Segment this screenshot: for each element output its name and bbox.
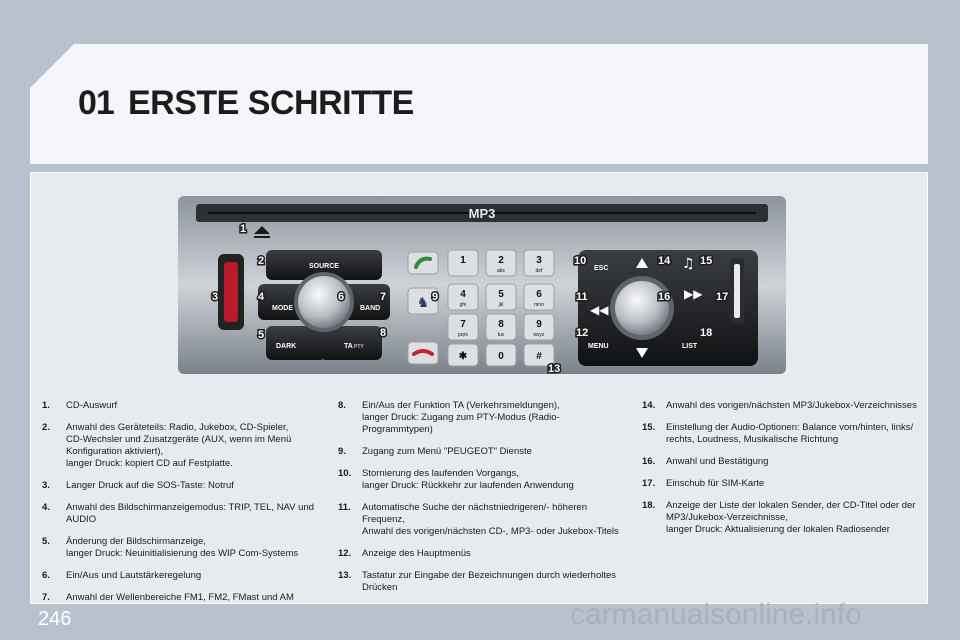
- legend-item: 7. Anwahl der Wellenbereiche FM1, FM2, FMast und AM: [42, 592, 294, 603]
- svg-text:MENU: MENU: [588, 343, 609, 350]
- legend-column-2: [338, 400, 628, 604]
- svg-text:#: #: [536, 351, 542, 362]
- callout: 14: [658, 255, 671, 267]
- svg-text:TA: TA: [344, 343, 353, 350]
- radio-control-panel: [178, 196, 786, 374]
- seek-forward-icon[interactable]: ▶▶: [684, 287, 703, 301]
- svg-text:def: def: [535, 268, 543, 274]
- callout: 1: [240, 223, 247, 235]
- svg-text:pqrs: pqrs: [458, 332, 468, 338]
- svg-text:BAND: BAND: [360, 305, 381, 312]
- keypad-key[interactable]: [524, 314, 554, 340]
- callout: 10: [574, 255, 587, 267]
- legend-item: 4. Anwahl des Bildschirmanzeigemodus: TRIP, TEL, NAV und AUDIO: [42, 502, 315, 525]
- selector-knob[interactable]: [615, 281, 669, 335]
- legend-item: 11. Automatische Suche der nächstniedrigeren/- höheren Frequenz, Anwahl des vorigen/nächsten CD-, MP3- oder Jukebox-Titels: [338, 502, 619, 537]
- svg-text:MODE: MODE: [272, 305, 293, 312]
- callout: 2: [258, 255, 265, 267]
- callout: 13: [548, 363, 561, 374]
- header-corner-cut: [30, 44, 74, 88]
- call-key[interactable]: [408, 252, 438, 274]
- svg-text:tuv: tuv: [497, 332, 505, 338]
- keypad: [448, 250, 554, 366]
- legend-item: 10. Stornierung des laufenden Vorgangs, langer Druck: Rückkehr zur laufenden Anwendung: [338, 468, 574, 491]
- callout: 3: [212, 291, 219, 303]
- svg-text:0: 0: [498, 351, 504, 362]
- seek-back-icon[interactable]: ◀◀: [590, 303, 609, 317]
- keypad-key[interactable]: [486, 284, 516, 310]
- legend-column-3: [642, 400, 922, 546]
- callout: 6: [338, 291, 345, 303]
- legend-column-1: [42, 400, 322, 614]
- svg-text:5: 5: [498, 289, 504, 300]
- keypad-key[interactable]: [448, 314, 478, 340]
- display-label: MP3: [468, 206, 496, 221]
- keypad-key[interactable]: [524, 284, 554, 310]
- keypad-key[interactable]: [448, 344, 478, 366]
- legend-item: 5. Änderung der Bildschirmanzeige, langer Druck: Neuinitialisierung des WIP Com-Systems: [42, 536, 299, 559]
- callout: 7: [380, 291, 387, 303]
- callout: 4: [258, 291, 265, 303]
- legend-item: 18. Anzeige der Liste der lokalen Sender, der CD-Titel oder der MP3/Jukebox-Verzeichnisse, langer Druck: Aktualisierung der lokalen Radiosender: [642, 500, 916, 535]
- legend-item: 17. Einschub für SIM-Karte: [642, 478, 765, 489]
- keypad-key[interactable]: [486, 344, 516, 366]
- svg-text:3: 3: [536, 255, 542, 266]
- callout: 16: [658, 291, 671, 303]
- chapter-number: 01: [78, 84, 114, 122]
- svg-text:ghi: ghi: [459, 302, 467, 308]
- svg-text:1: 1: [460, 255, 466, 266]
- svg-text:DARK: DARK: [276, 343, 297, 350]
- legend-item: 8. Ein/Aus der Funktion TA (Verkehrsmeldungen), langer Druck: Zugang zum PTY-Modus (Radio- Programmtypen): [338, 400, 560, 435]
- legend-item: 9. Zugang zum Menü "PEUGEOT" Dienste: [338, 446, 532, 457]
- callout: 17: [716, 291, 729, 303]
- keypad-key[interactable]: [448, 250, 478, 276]
- svg-text:6: 6: [536, 289, 542, 300]
- svg-text:jkl: jkl: [498, 302, 504, 308]
- svg-text:PTY: PTY: [354, 344, 364, 350]
- peugeot-lion-icon: ♞: [416, 294, 430, 310]
- music-note-icon[interactable]: ♫: [682, 256, 695, 272]
- callout: 12: [576, 327, 589, 339]
- legend-item: 3. Langer Druck auf die SOS-Taste: Notruf: [42, 480, 234, 491]
- callout: 15: [700, 255, 713, 267]
- keypad-key[interactable]: [486, 250, 516, 276]
- page-number: 246: [38, 608, 72, 630]
- legend-item: 1. CD-Auswurf: [42, 400, 118, 411]
- keypad-key[interactable]: [486, 314, 516, 340]
- svg-text:7: 7: [460, 319, 466, 330]
- callout: 8: [380, 327, 387, 339]
- legend-item: 6. Ein/Aus und Lautstärkeregelung: [42, 570, 202, 581]
- svg-text:mno: mno: [534, 302, 544, 308]
- svg-text:ESC: ESC: [594, 265, 609, 272]
- callout: 9: [432, 291, 439, 303]
- callout: 11: [576, 291, 588, 303]
- svg-text:4: 4: [460, 289, 466, 300]
- svg-text:abc: abc: [496, 268, 506, 274]
- svg-text:LIST: LIST: [682, 343, 698, 350]
- svg-text:9: 9: [536, 319, 542, 330]
- legend-item: 12. Anzeige des Hauptmenüs: [338, 548, 471, 559]
- legend-item: 2. Anwahl des Geräteteils: Radio, Jukebox, CD-Spieler, CD-Wechsler und Zusatzgeräte (AUX, wenn im Menü Konfiguration aktiviert), langer Druck: kopiert CD auf Festplatte.: [42, 422, 292, 469]
- callout: 5: [258, 329, 265, 341]
- page-title: ERSTE SCHRITTE: [128, 84, 414, 122]
- keypad-key[interactable]: [448, 284, 478, 310]
- legend-item: 16. Anwahl und Bestätigung: [642, 456, 769, 467]
- svg-text:8: 8: [498, 319, 504, 330]
- legend-item: 13. Tastatur zur Eingabe der Bezeichnungen durch wiederholtes Drücken: [338, 570, 617, 593]
- watermark: carmanualsonline.info: [570, 598, 862, 631]
- callout: 18: [700, 327, 713, 339]
- svg-text:SOURCE: SOURCE: [309, 263, 339, 270]
- sos-button[interactable]: [224, 262, 238, 322]
- legend-item: 15. Einstellung der Audio-Optionen: Balance vorn/hinten, links/ rechts, Loudness, Musikalische Richtung: [642, 422, 914, 445]
- svg-text:wxyz: wxyz: [533, 332, 545, 338]
- keypad-key[interactable]: [524, 250, 554, 276]
- svg-text:2: 2: [498, 255, 504, 266]
- legend-item: 14. Anwahl des vorigen/nächsten MP3/Jukebox-Verzeichnisses: [642, 400, 917, 411]
- svg-text:✱: ✱: [458, 351, 468, 362]
